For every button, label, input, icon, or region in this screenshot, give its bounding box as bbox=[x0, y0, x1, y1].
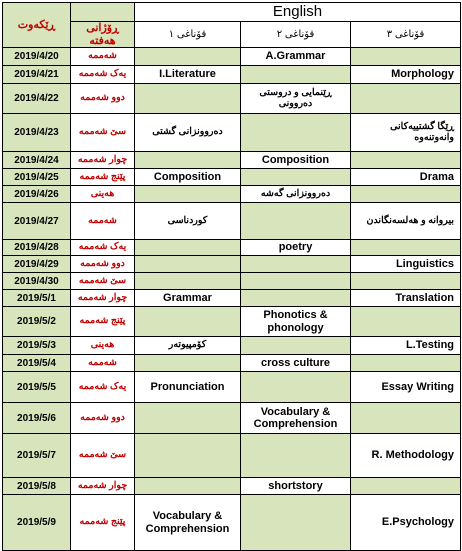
schedule-row bbox=[3, 478, 461, 495]
weekday-cell: یەک شەممە bbox=[71, 240, 135, 256]
weekday-cell: چوار شەممە bbox=[71, 290, 135, 307]
weekday-cell: شەممە bbox=[71, 355, 135, 372]
weekday-cell: سێ شەممە bbox=[71, 273, 135, 290]
date-cell: 2019/5/1 bbox=[3, 290, 71, 307]
date-cell: 2019/4/23 bbox=[3, 114, 71, 152]
stage-2-cell: shortstory bbox=[241, 478, 351, 495]
schedule-row bbox=[3, 495, 461, 551]
schedule-row bbox=[3, 169, 461, 186]
stage-1-cell: Pronunciation bbox=[135, 372, 241, 403]
stage-2-cell bbox=[241, 114, 351, 152]
stage-3-cell: Essay Writing bbox=[351, 372, 461, 403]
stage-1-cell bbox=[135, 152, 241, 169]
stage-2-cell: Composition bbox=[241, 152, 351, 169]
stage-2-cell: دەروونزانی گەشە bbox=[241, 186, 351, 203]
stage-1-cell: Grammar bbox=[135, 290, 241, 307]
weekday-cell: پێنج شەممە bbox=[71, 169, 135, 186]
stage-3-cell: R. Methodology bbox=[351, 434, 461, 478]
stage-2-cell: Phonotics & phonology bbox=[241, 307, 351, 337]
stage-3-cell: بیروانە و هەلسەنگاندن bbox=[351, 203, 461, 240]
schedule-row bbox=[3, 66, 461, 84]
schedule-row bbox=[3, 186, 461, 203]
schedule-row bbox=[3, 290, 461, 307]
schedule-row bbox=[3, 337, 461, 355]
stage-2-cell bbox=[241, 256, 351, 273]
stage-2-cell bbox=[241, 203, 351, 240]
weekday-cell: پێنج شەممە bbox=[71, 307, 135, 337]
stage-header-row bbox=[3, 22, 461, 48]
schedule-row bbox=[3, 256, 461, 273]
stage-3-cell: L.Testing bbox=[351, 337, 461, 355]
stage-1-cell bbox=[135, 355, 241, 372]
weekday-cell: هەینی bbox=[71, 186, 135, 203]
weekday-cell: هەینی bbox=[71, 337, 135, 355]
schedule-row bbox=[3, 307, 461, 337]
date-cell: 2019/4/30 bbox=[3, 273, 71, 290]
weekday-cell: پێنج شەممە bbox=[71, 495, 135, 551]
stage-2-cell bbox=[241, 169, 351, 186]
stage-2-cell bbox=[241, 337, 351, 355]
stage-3-cell bbox=[351, 48, 461, 66]
date-cell: 2019/4/24 bbox=[3, 152, 71, 169]
stage-2-cell: Vocabulary & Comprehension bbox=[241, 403, 351, 434]
stage-2-cell: ڕێنمایی و دروستی دەروونی bbox=[241, 84, 351, 114]
stage-1-cell bbox=[135, 434, 241, 478]
header-blank-cell bbox=[71, 3, 135, 22]
date-cell: 2019/4/20 bbox=[3, 48, 71, 66]
schedule-row bbox=[3, 203, 461, 240]
date-cell: 2019/5/7 bbox=[3, 434, 71, 478]
stage-3-cell bbox=[351, 403, 461, 434]
weekday-cell: چوار شەممە bbox=[71, 152, 135, 169]
weekday-cell: یەک شەممە bbox=[71, 66, 135, 84]
stage-1-cell bbox=[135, 240, 241, 256]
weekday-cell: چوار شەممە bbox=[71, 478, 135, 495]
stage-3-cell bbox=[351, 84, 461, 114]
title-row bbox=[3, 3, 461, 22]
stage-2-cell bbox=[241, 372, 351, 403]
stage-3-cell bbox=[351, 273, 461, 290]
date-cell: 2019/5/5 bbox=[3, 372, 71, 403]
stage-1-cell bbox=[135, 186, 241, 203]
weekday-cell: دوو شەممە bbox=[71, 403, 135, 434]
stage-2-cell: poetry bbox=[241, 240, 351, 256]
stage-2-cell bbox=[241, 290, 351, 307]
stage-1-cell: کۆمپیوتەر bbox=[135, 337, 241, 355]
stage-3-cell bbox=[351, 240, 461, 256]
stage-2-cell: A.Grammar bbox=[241, 48, 351, 66]
stage-1-cell bbox=[135, 48, 241, 66]
stage-2-header: قۆناغی ٢ bbox=[241, 22, 351, 48]
day-column-header: ڕۆژانی هەفتە bbox=[71, 22, 135, 48]
schedule-row bbox=[3, 152, 461, 169]
stage-3-cell bbox=[351, 307, 461, 337]
weekday-cell: یەک شەممە bbox=[71, 372, 135, 403]
stage-3-cell bbox=[351, 152, 461, 169]
schedule-row bbox=[3, 372, 461, 403]
date-column-header: ڕێکەوت bbox=[3, 3, 71, 48]
stage-1-cell: Composition bbox=[135, 169, 241, 186]
date-cell: 2019/4/25 bbox=[3, 169, 71, 186]
date-cell: 2019/5/9 bbox=[3, 495, 71, 551]
schedule-row bbox=[3, 84, 461, 114]
date-cell: 2019/4/22 bbox=[3, 84, 71, 114]
schedule-row bbox=[3, 48, 461, 66]
stage-2-cell bbox=[241, 273, 351, 290]
stage-1-cell bbox=[135, 273, 241, 290]
date-cell: 2019/4/29 bbox=[3, 256, 71, 273]
date-cell: 2019/5/8 bbox=[3, 478, 71, 495]
date-cell: 2019/5/4 bbox=[3, 355, 71, 372]
date-cell: 2019/4/26 bbox=[3, 186, 71, 203]
schedule-row bbox=[3, 240, 461, 256]
exam-schedule-table bbox=[2, 2, 461, 551]
stage-1-cell bbox=[135, 478, 241, 495]
weekday-cell: سێ شەممە bbox=[71, 434, 135, 478]
stage-1-header: قۆناغی ١ bbox=[135, 22, 241, 48]
stage-1-cell: کوردناسی bbox=[135, 203, 241, 240]
weekday-cell: شەممە bbox=[71, 48, 135, 66]
date-cell: 2019/4/28 bbox=[3, 240, 71, 256]
date-cell: 2019/5/3 bbox=[3, 337, 71, 355]
stage-1-cell bbox=[135, 84, 241, 114]
stage-3-cell: E.Psychology bbox=[351, 495, 461, 551]
stage-2-cell bbox=[241, 495, 351, 551]
stage-1-cell: I.Literature bbox=[135, 66, 241, 84]
date-cell: 2019/5/6 bbox=[3, 403, 71, 434]
schedule-row bbox=[3, 355, 461, 372]
schedule-row bbox=[3, 434, 461, 478]
date-cell: 2019/5/2 bbox=[3, 307, 71, 337]
stage-1-cell: Vocabulary & Comprehension bbox=[135, 495, 241, 551]
schedule-row bbox=[3, 114, 461, 152]
stage-3-cell: ڕێگا گشتییەکانی وانەوتنەوە bbox=[351, 114, 461, 152]
subject-title: English bbox=[135, 3, 461, 22]
stage-1-cell bbox=[135, 307, 241, 337]
stage-3-cell: Drama bbox=[351, 169, 461, 186]
stage-2-cell: cross culture bbox=[241, 355, 351, 372]
weekday-cell: دوو شەممە bbox=[71, 84, 135, 114]
stage-3-cell bbox=[351, 478, 461, 495]
stage-1-cell bbox=[135, 256, 241, 273]
stage-1-cell: دەروونزانی گشتی bbox=[135, 114, 241, 152]
schedule-row bbox=[3, 273, 461, 290]
weekday-cell: شەممە bbox=[71, 203, 135, 240]
stage-3-cell bbox=[351, 186, 461, 203]
schedule-row bbox=[3, 403, 461, 434]
stage-3-cell: Morphology bbox=[351, 66, 461, 84]
stage-3-header: قۆناغی ٣ bbox=[351, 22, 461, 48]
stage-2-cell bbox=[241, 66, 351, 84]
stage-3-cell: Linguistics bbox=[351, 256, 461, 273]
stage-1-cell bbox=[135, 403, 241, 434]
date-cell: 2019/4/21 bbox=[3, 66, 71, 84]
weekday-cell: سێ شەممە bbox=[71, 114, 135, 152]
stage-3-cell: Translation bbox=[351, 290, 461, 307]
stage-3-cell bbox=[351, 355, 461, 372]
stage-2-cell bbox=[241, 434, 351, 478]
weekday-cell: دوو شەممە bbox=[71, 256, 135, 273]
schedule-body bbox=[3, 3, 461, 551]
date-cell: 2019/4/27 bbox=[3, 203, 71, 240]
